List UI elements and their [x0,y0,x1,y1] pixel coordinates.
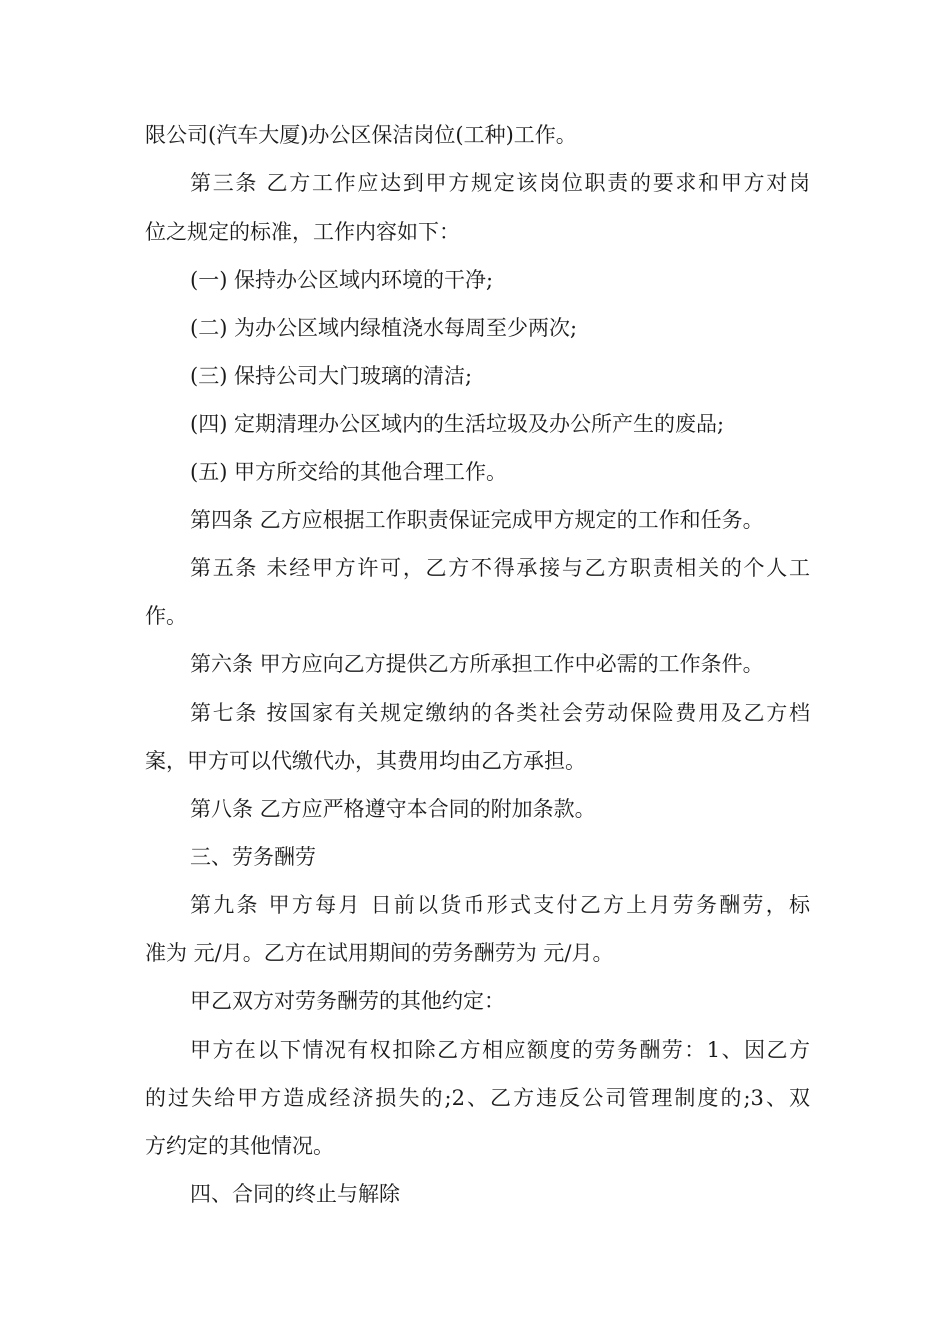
section-heading: 三、劳务酬劳 [190,845,316,869]
text-line: 甲方在以下情况有权扣除乙方相应额度的劳务酬劳：1、因乙方 [190,1038,810,1062]
clause-3-text: 第三条 乙方工作应达到甲方规定该岗位职责的要求和甲方对岗 [190,171,810,195]
text-line: 方约定的其他情况。 [145,1134,334,1158]
text-line: 准为 元/月。乙方在试用期间的劳务酬劳为 元/月。 [145,941,614,965]
list-item: (三) 保持公司大门玻璃的清洁; [190,364,473,388]
text-line: 限公司(汽车大厦)办公区保洁岗位(工种)工作。 [145,123,577,147]
clause-6-text: 第六条 甲方应向乙方提供乙方所承担工作中必需的工作条件。 [190,652,764,676]
clause-9-text: 第九条 甲方每月 日前以货币形式支付乙方上月劳务酬劳，标 [190,893,810,917]
section-heading: 四、合同的终止与解除 [190,1182,400,1206]
clause-5-text: 第五条 未经甲方许可，乙方不得承接与乙方职责相关的个人工 [190,556,810,580]
list-item: (一) 保持办公区域内环境的干净; [190,268,494,292]
text-line: 作。 [145,604,187,628]
list-item: (二) 为办公区域内绿植浇水每周至少两次; [190,316,578,340]
text-line: 甲乙双方对劳务酬劳的其他约定： [190,989,505,1013]
text-line: 的过失给甲方造成经济损失的;2、乙方违反公司管理制度的;3、双 [145,1086,810,1110]
clause-7-text: 第七条 按国家有关规定缴纳的各类社会劳动保险费用及乙方档 [190,701,810,725]
clause-4-text: 第四条 乙方应根据工作职责保证完成甲方规定的工作和任务。 [190,508,764,532]
text-line: 案，甲方可以代缴代办，其费用均由乙方承担。 [145,749,586,773]
clause-8-text: 第八条 乙方应严格遵守本合同的附加条款。 [190,797,596,821]
text-line: 位之规定的标准，工作内容如下： [145,220,460,244]
list-item: (五) 甲方所交给的其他合理工作。 [190,460,508,484]
list-item: (四) 定期清理办公区域内的生活垃圾及办公所产生的废品; [190,412,725,436]
